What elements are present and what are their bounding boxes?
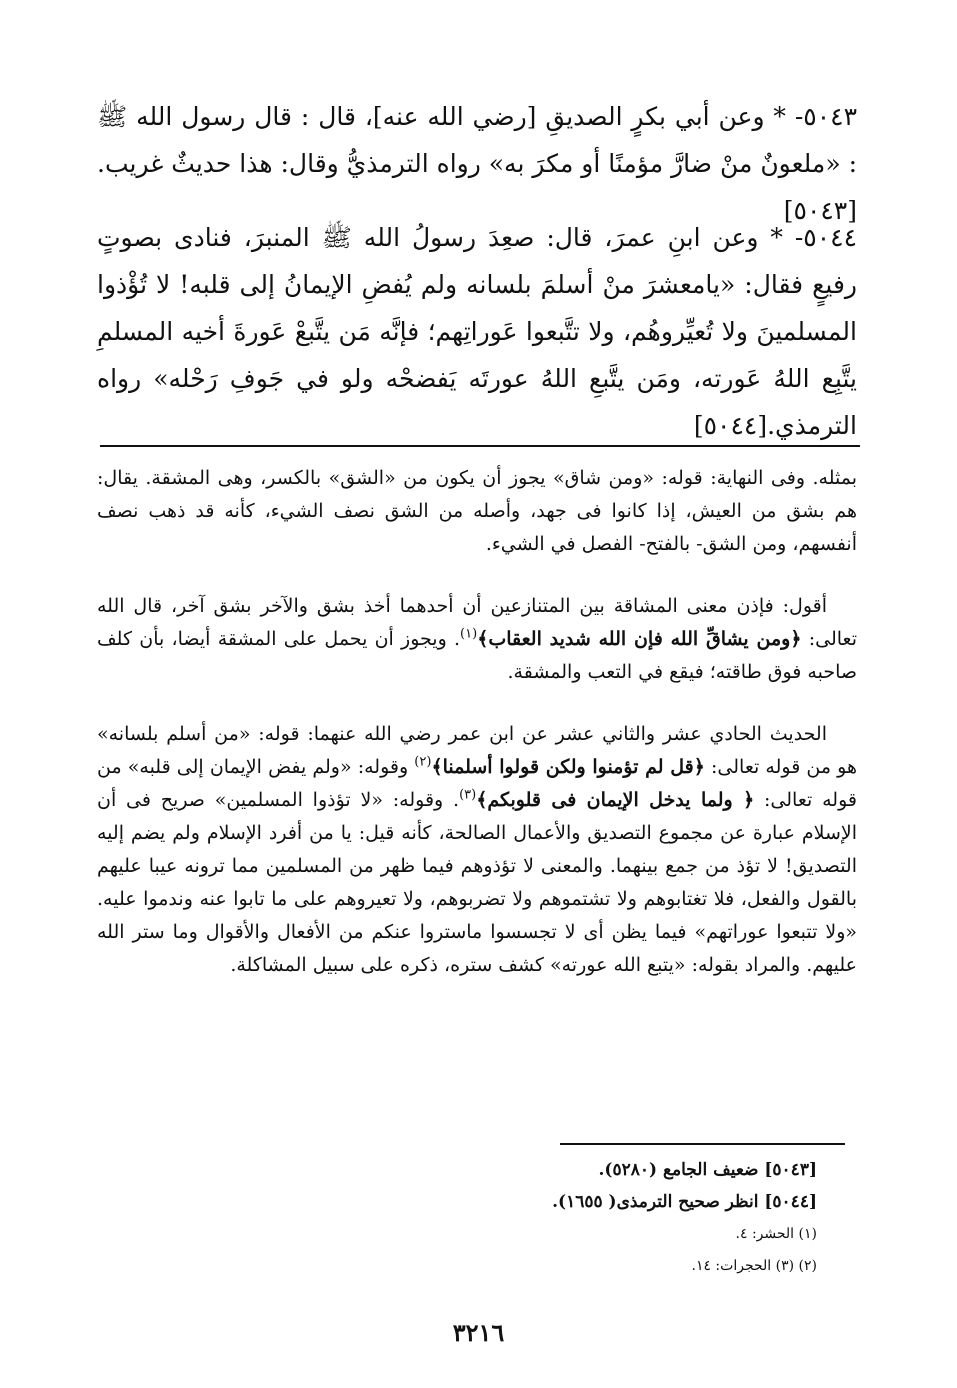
- footnote-2-3: (٢) (٣) الحجرات: ١٤.: [691, 1258, 817, 1274]
- quran-verse: ﴿ومن يشاقِّ الله فإن الله شديد العقاب﴾: [477, 628, 802, 650]
- footnote-5044: [٥٠٤٤] انظر صحيح الترمذى( ١٦٥٥).: [552, 1192, 817, 1212]
- commentary-paragraph-3: [97, 718, 857, 982]
- commentary-text: الحديث الحادي عشر والثاني عشر عن ابن عمر رضي الله عنهما: قوله: «من أسلم بلسانه» هو من قوله تعالى:: [97, 723, 857, 778]
- footnote-1: (١) الحشر: ٤.: [735, 1226, 817, 1242]
- hadith-5043: ٥٠٤٣- * وعن أبي بكرٍ الصديقِ [رضي الله عنه]، قال : قال رسول الله ﷺ : «ملعونٌ منْ ضارَّ مؤمنًا أو مكرَ به» رواه الترمذيُّ وقال: هذا حديثٌ غريب.[٥٠٤٣]: [97, 102, 857, 225]
- footnotes: [317, 1156, 817, 1284]
- footnote-ref: (١): [460, 626, 478, 642]
- footnote-ref: (٣): [459, 787, 477, 803]
- quran-verse: ﴿قل لم تؤمنوا ولكن قولوا أسلمنا﴾: [431, 756, 705, 778]
- footnote-5043: [٥٠٤٣] ضعيف الجامع (٥٢٨٠).: [598, 1160, 817, 1180]
- commentary-text: وقوله: «ولم يفض الإيمان إلى قلبه» من قوله تعالى:: [97, 756, 857, 811]
- commentary-text: . وقوله: «لا تؤذوا المسلمين» صريح فى أن الإسلام عبارة عن مجموع التصديق والأعمال الصالحة، كأنه قيل: يا من أفرد الإسلام ولم يضم إليه التصديق! لا تؤذ من جمع بينهما. والمعنى لا تؤذوهم فيما ظهر من المسلمين مما ترونه عيبا عليهم بالقول والفعل، فلا تغتابوهم ولا تشتموهم ولا تضربوهم، ولا تعيروهم على ما تابوا عنه وندموا عليه. «ولا تتبعوا عوراتهم» فيما يظن أى لا تجسسوا ماستروا عنكم من الأفعال والأقوال وما ستر الله عليهم. والمراد بقوله: «يتبع الله عورته» كشف ستره، ذكره على سبيل المشاكلة.: [97, 789, 857, 976]
- hadith-5044: ٥٠٤٤- * وعن ابنِ عمرَ، قال: صعِدَ رسولُ الله ﷺ المنبرَ، فنادى بصوتٍ رفيعٍ فقال: «يامعشرَ منْ أسلمَ بلسانه ولم يُفضِ الإيمانُ إلى قلبه! لا تُؤْذوا المسلمينَ ولا تُعيِّروهُم، ولا تتَّبعوا عَوراتِهم؛ فإنَّه مَن يتَّبعْ عَورةَ أخيه المسلمِ يتَّبِع اللهُ عَورته، ومَن يتَّبعِ اللهُ عورتَه يَفضحْه ولو في جَوفِ رَحْله» رواه الترمذي.[٥٠٤٤]: [97, 223, 857, 440]
- footnote-ref: (٢): [414, 754, 432, 770]
- quran-verse: ﴿ ولما يدخل الإيمان فى قلوبكم﴾: [476, 789, 755, 811]
- footnote-separator-line: [560, 1143, 845, 1145]
- commentary-paragraph-2: [97, 590, 857, 689]
- commentary-text-block: [97, 718, 857, 982]
- commentary-text-block: [97, 590, 857, 689]
- commentary-text: أقول: فإذن معنى المشاقة بين المتنازعين أن أحدهما أخذ بشق والآخر بشق آخر، قال الله تعالى:: [97, 595, 857, 650]
- commentary-paragraph-1: [97, 462, 857, 561]
- page-number: ٣٢١٦: [452, 1318, 505, 1347]
- commentary-text: بمثله. وفى النهاية: قوله: «ومن شاق» يجوز أن يكون من «الشق» بالكسر، وهى المشقة. يقال: هم بشق من العيش، إذا كانوا فى جهد، وأصله من الشق نصف الشيء، كأنه قد ذهب نصف أنفسهم، ومن الشق- بالفتح- الفصل في الشيء.: [97, 467, 857, 555]
- main-separator-line: [100, 445, 860, 447]
- commentary-text: . ويجوز أن يحمل على المشقة أيضا، بأن كلف صاحبه فوق طاقته؛ فيقع في التعب والمشقة.: [97, 628, 857, 683]
